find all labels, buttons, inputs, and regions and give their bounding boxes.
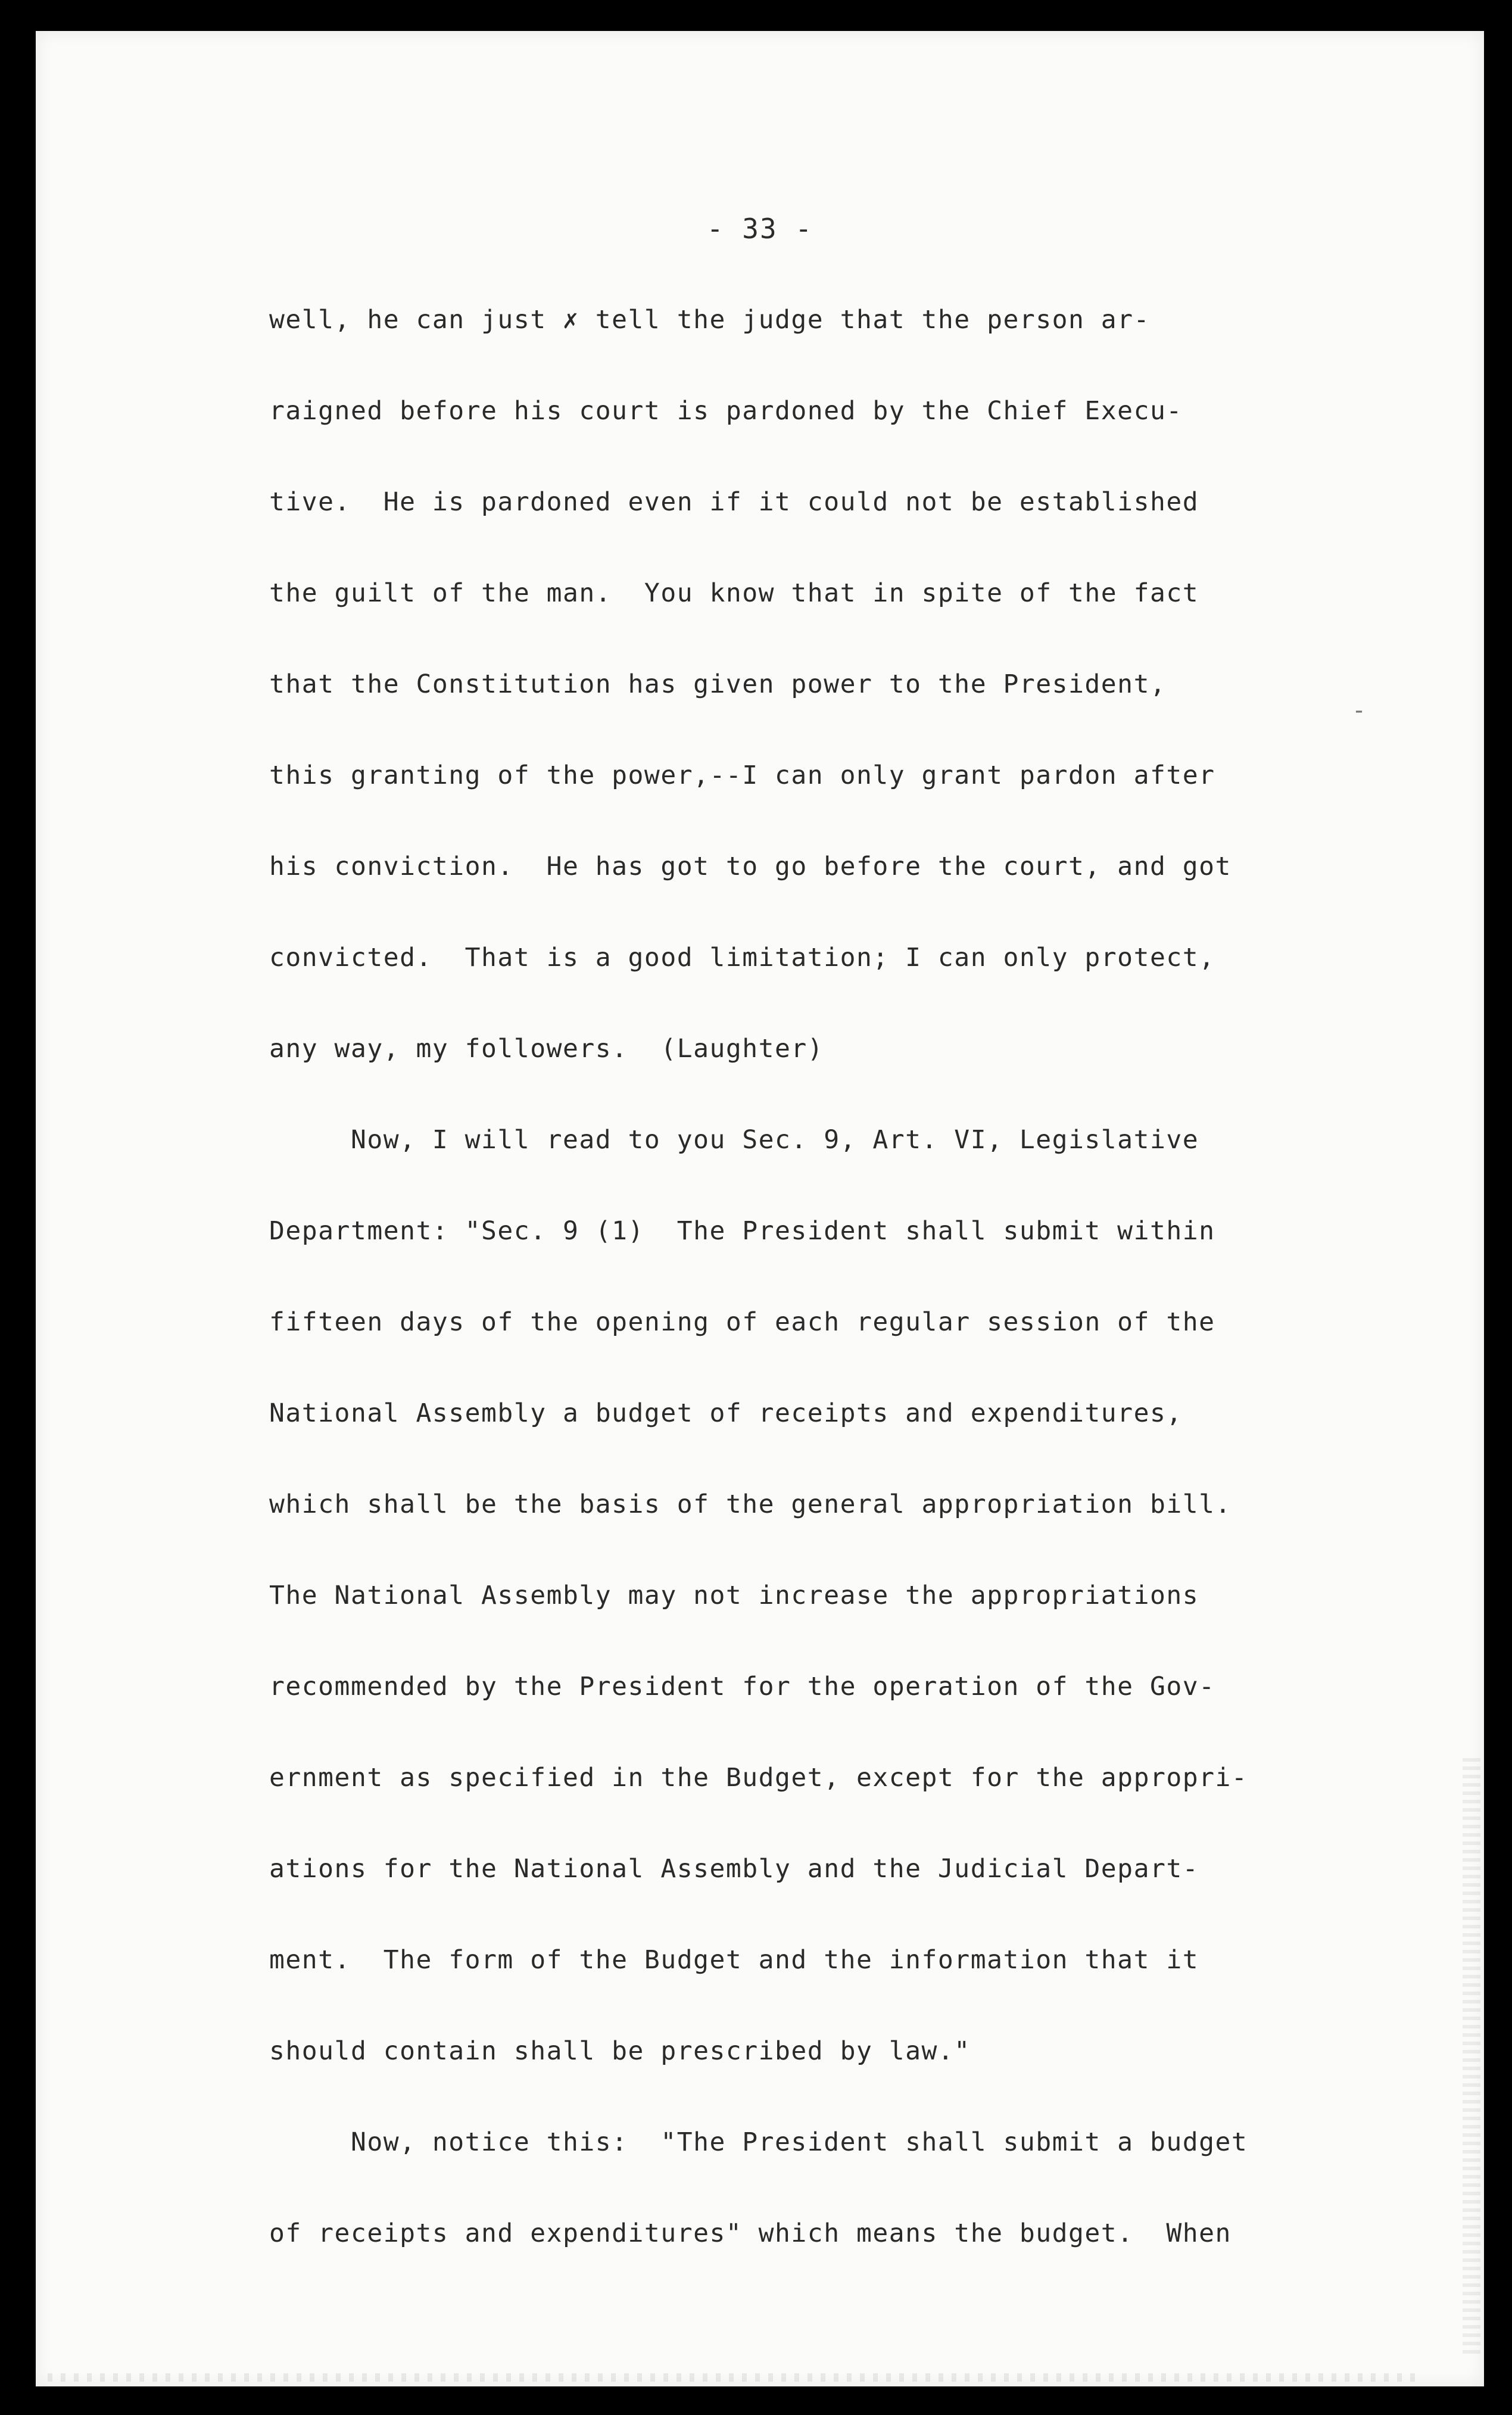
text-line: National Assembly a budget of receipts and expenditures, [269,1398,1183,1428]
text-line: The National Assembly may not increase the appropriations [269,1581,1199,1610]
text-line: his conviction. He has got to go before the court, and got [269,852,1232,881]
text-line: ment. The form of the Budget and the information that it [269,1945,1199,1975]
text-line: Department: "Sec. 9 (1) The President shall submit within [269,1216,1215,1246]
text-line: which shall be the basis of the general appropriation bill. [269,1489,1232,1519]
text-line: ernment as specified in the Budget, except for the appropri- [269,1763,1248,1793]
text-line: Now, I will read to you Sec. 9, Art. VI, Legislative [269,1125,1199,1155]
text-line: tive. He is pardoned even if it could not be established [269,487,1199,517]
text-line: well, he can just ✗ tell the judge that the person ar- [269,305,1150,335]
text-line: any way, my followers. (Laughter) [269,1034,824,1064]
text-line: should contain shall be prescribed by law." [269,2036,971,2066]
margin-mark: - [1352,697,1367,724]
text-line: ations for the National Assembly and the Judicial Depart- [269,1854,1199,1884]
text-line: convicted. That is a good limitation; I can only protect, [269,943,1215,973]
text-line: fifteen days of the opening of each regular session of the [269,1307,1215,1337]
text-line: this granting of the power,--I can only grant pardon after [269,761,1215,790]
text-line: the guilt of the man. You know that in spite of the fact [269,578,1199,608]
text-line: recommended by the President for the operation of the Gov- [269,1672,1215,1702]
text-line: Now, notice this: "The President shall submit a budget [269,2127,1248,2157]
text-line: that the Constitution has given power to the President, [269,669,1167,699]
scan-bottom-noise [48,2373,1417,2382]
document-page [36,31,1484,2386]
text-line: of receipts and expenditures" which means the budget. When [269,2218,1232,2248]
scan-edge-noise [1463,1758,1480,2354]
page-number: - 33 - [706,213,813,245]
text-line: raigned before his court is pardoned by the Chief Execu- [269,396,1183,426]
